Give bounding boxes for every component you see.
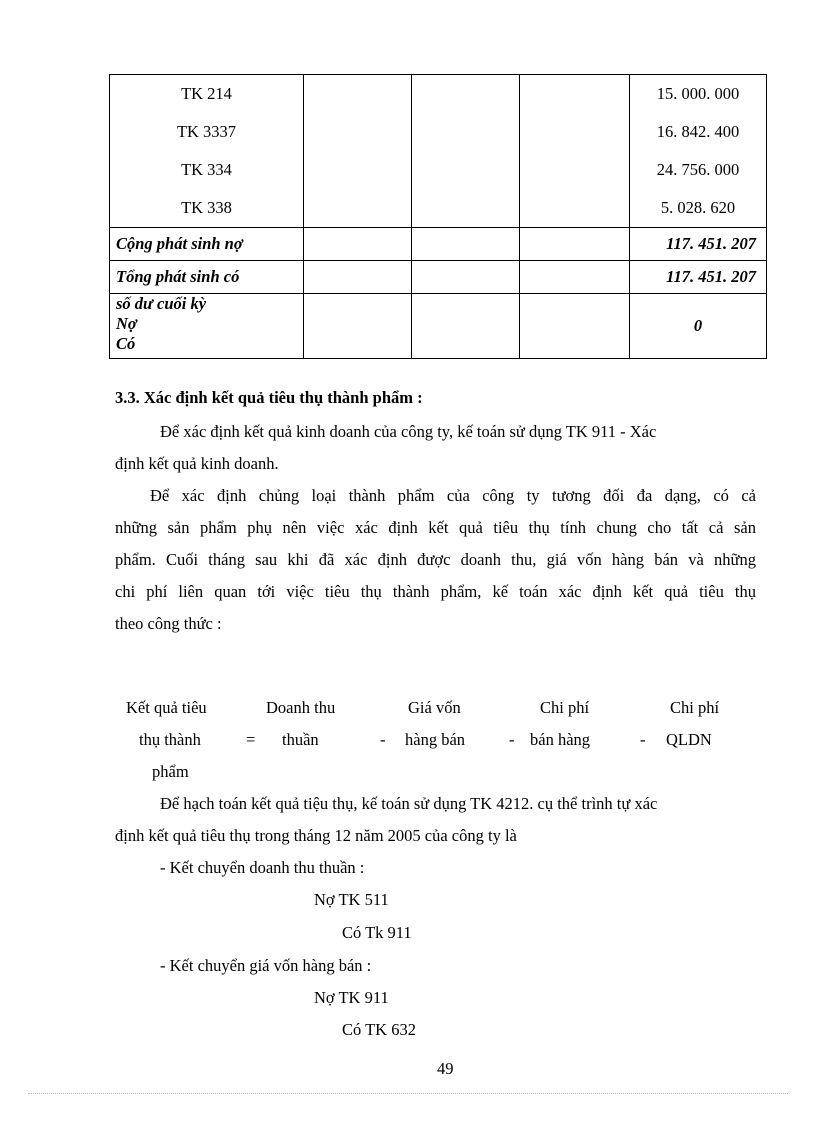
formula-cogs: Giá vốn (408, 698, 461, 717)
table-row (110, 228, 767, 261)
minus-sign: - (380, 730, 386, 749)
amount-value: 15. 000. 000 (656, 84, 740, 103)
paragraph-line: phẩm. Cuối tháng sau khi đã xác định được doanh thu, giá vốn hàng bán và những (115, 550, 756, 569)
paragraph-line: Để xác định kết quả kinh doanh của công ty, kế toán sử dụng TK 911 - Xác (160, 422, 657, 441)
step-label: - Kết chuyển giá vốn hàng bán : (160, 956, 372, 975)
ledger-table (109, 74, 767, 359)
end-balance-debit: Nợ (116, 314, 137, 333)
empty-cell (520, 261, 630, 294)
debit-total-label: Cộng phát sinh nợ (110, 228, 304, 261)
credit-total-value: 117. 451. 207 (630, 261, 767, 294)
formula-revenue: Doanh thu (266, 698, 336, 717)
account-label: TK 334 (181, 160, 232, 179)
minus-sign: - (509, 730, 515, 749)
journal-debit: Nợ TK 511 (314, 890, 389, 909)
empty-cell (520, 294, 630, 359)
step-label: - Kết chuyển doanh thu thuần : (160, 858, 365, 877)
end-balance-value: 0 (630, 294, 767, 359)
end-balance-credit: Có (116, 334, 136, 353)
formula-result-line: Kết quả tiêu (126, 698, 207, 717)
paragraph-line: theo công thức : (115, 614, 222, 633)
amount-cell (630, 75, 767, 228)
end-balance-label: số dư cuối kỳ (116, 294, 207, 313)
empty-cell (412, 294, 520, 359)
empty-cell (412, 228, 520, 261)
credit-total-label: Tổng phát sinh có (110, 261, 304, 294)
empty-cell (520, 75, 630, 228)
journal-debit: Nợ TK 911 (314, 988, 389, 1007)
formula-result-line: phẩm (152, 762, 189, 781)
empty-cell (412, 261, 520, 294)
page-number: 49 (437, 1059, 454, 1078)
account-label: TK 214 (181, 84, 232, 103)
paragraph-line: Để hạch toán kết quả tiệu thụ, kế toán sử dụng TK 4212. cụ thể trình tự xác (160, 794, 658, 813)
formula-selling: bán hàng (530, 730, 591, 749)
paragraph-line: định kết quả kinh doanh. (115, 454, 279, 473)
paragraph-line: chi phí liên quan tới việc tiêu thụ thành phẩm, kế toán xác định kết quả tiêu thụ (115, 582, 756, 601)
end-balance-cell (110, 294, 304, 359)
section-heading: 3.3. Xác định kết quả tiêu thụ thành phẩm : (115, 388, 423, 407)
account-cell (110, 75, 304, 228)
journal-credit: Có Tk 911 (342, 923, 412, 942)
footer-divider (28, 1093, 788, 1094)
formula-admin: QLDN (666, 730, 712, 749)
formula-cogs: hàng bán (405, 730, 466, 749)
journal-credit: Có TK 632 (342, 1020, 416, 1039)
amount-value: 24. 756. 000 (656, 160, 740, 179)
paragraph-line: những sản phẩm phụ nên việc xác định kết quả tiêu thụ tính chung cho tất cả sản (115, 518, 756, 537)
minus-sign: - (640, 730, 646, 749)
empty-cell (304, 294, 412, 359)
empty-cell (304, 261, 412, 294)
formula-admin: Chi phí (670, 698, 720, 717)
empty-cell (412, 75, 520, 228)
amount-value: 16. 842. 400 (656, 122, 740, 141)
amount-value: 5. 028. 620 (660, 198, 736, 217)
formula-selling: Chi phí (540, 698, 590, 717)
equals-sign: = (246, 730, 256, 749)
formula-revenue: thuần (282, 730, 319, 749)
account-label: TK 3337 (176, 122, 237, 141)
account-label: TK 338 (181, 198, 232, 217)
debit-total-value: 117. 451. 207 (630, 228, 767, 261)
paragraph-line: định kết quả tiêu thụ trong tháng 12 năm 2005 của công ty là (115, 826, 517, 845)
table-row (110, 261, 767, 294)
empty-cell (520, 228, 630, 261)
formula-result-line: thụ thành (139, 730, 201, 749)
table-row (110, 294, 767, 359)
table-row (110, 75, 767, 228)
empty-cell (304, 75, 412, 228)
paragraph-line: Để xác định chủng loại thành phẩm của công ty tương đối đa dạng, có cả (150, 486, 756, 505)
empty-cell (304, 228, 412, 261)
